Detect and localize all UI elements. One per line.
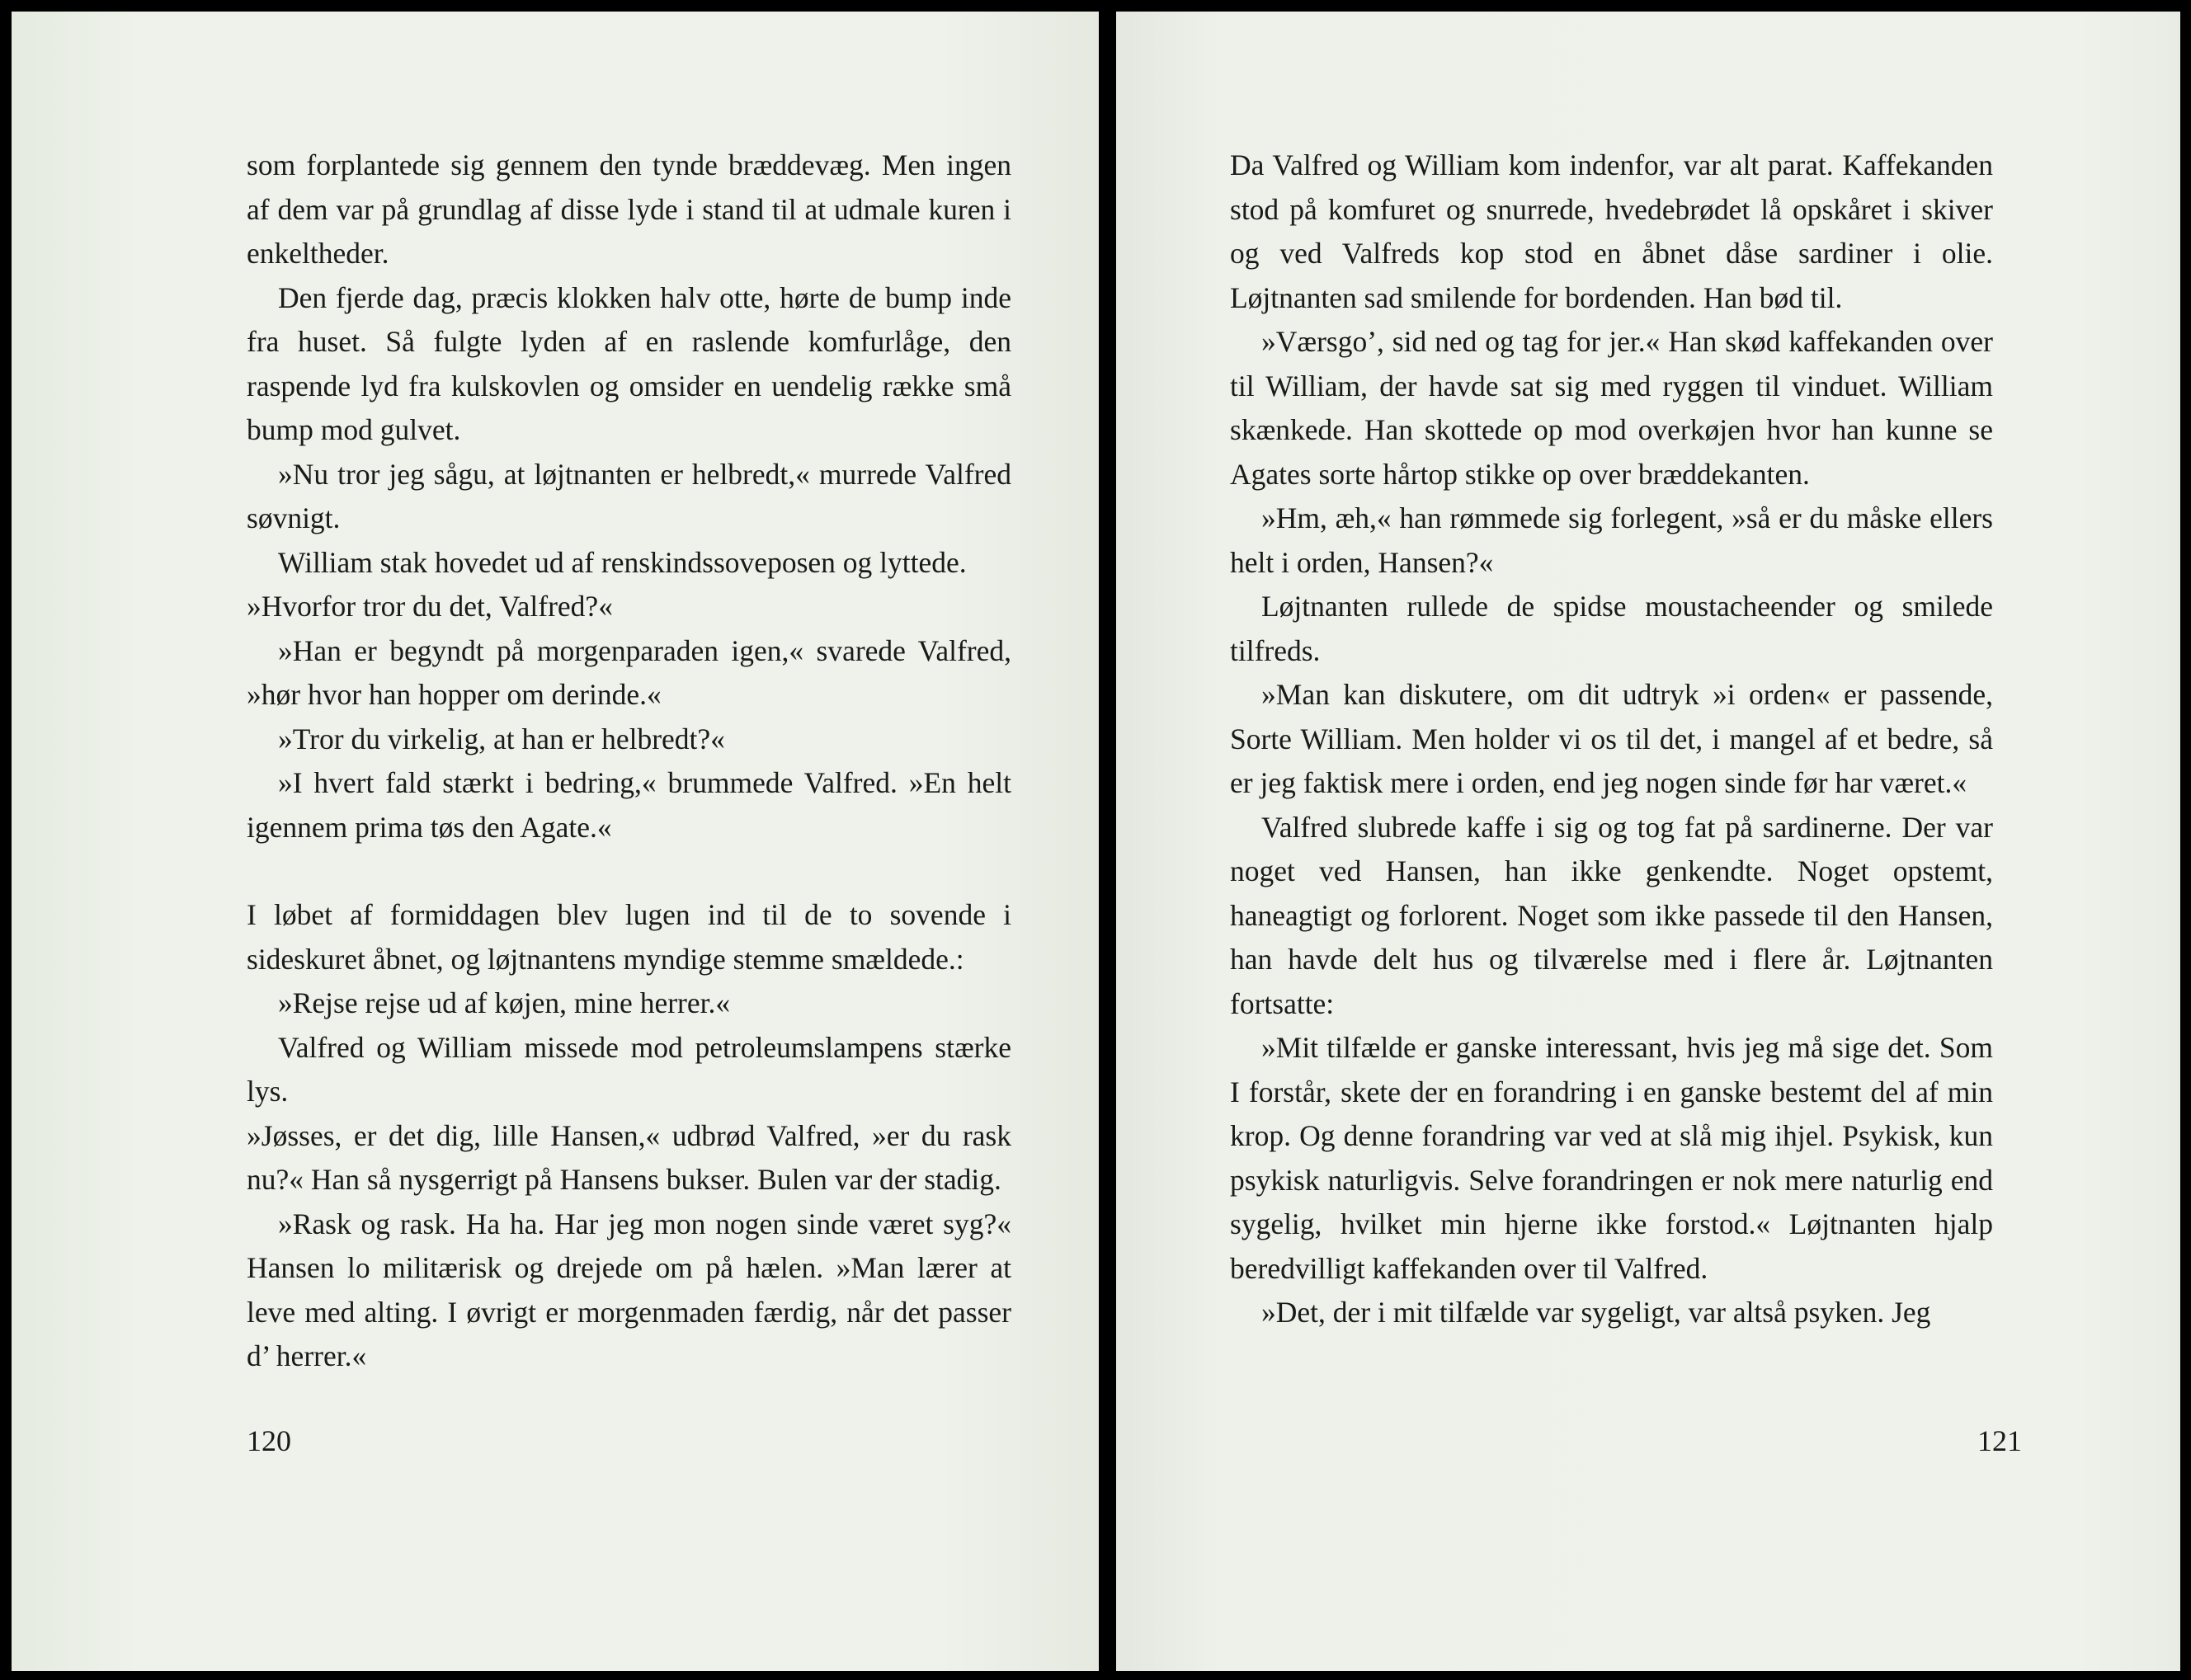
right-book-page xyxy=(1116,12,2180,1671)
paragraph: »I hvert fald stærkt i bedring,« brummede Valfred. »En helt igennem prima tøs den Agate.« xyxy=(247,766,1011,844)
right-page-text xyxy=(1230,144,1993,1335)
paragraph: »Det, der i mit tilfælde var sygeligt, var altså psyken. Jeg xyxy=(1261,1296,1931,1329)
paragraph: Valfred og William missede mod petroleumslampens stærke lys. xyxy=(247,1030,1011,1108)
paragraph: »Tror du virkelig, at han er helbredt?« xyxy=(278,722,725,755)
paragraph: »Jøsses, er det dig, lille Hansen,« udbrød Valfred, »er du rask nu?« Han så nysgerrigt på Hansens bukser. Bulen var der stadig. xyxy=(247,1118,1011,1196)
paragraph: William stak hovedet ud af renskindssoveposen og lyttede. xyxy=(278,545,967,579)
paragraph: »Nu tror jeg sågu, at løjtnanten er helbredt,« murrede Valfred søvnigt. xyxy=(247,457,1011,534)
paragraph: »Man kan diskutere, om dit udtryk »i orden« er passende, Sorte William. Men holder vi os til det, i mangel af et bedre, så er jeg faktisk mere i orden, end jeg nogen sinde før har været.« xyxy=(1230,678,1993,799)
paragraph: »Rask og rask. Ha ha. Har jeg mon nogen sinde været syg?« Hansen lo militærisk og drejede om på hælen. »Man lærer at leve med alting. I øvrigt er morgenmaden færdig, når det passer d’ herrer.« xyxy=(247,1207,1011,1372)
paragraph: »Hvorfor tror du det, Valfred?« xyxy=(247,590,613,623)
paragraph: Valfred slubrede kaffe i sig og tog fat på sardinerne. Der var noget ved Hansen, han ikke genkendte. Noget opstemt, haneagtigt og forlorent. Noget som ikke passede til den Hansen, han havde delt hus og tilværelse med i flere år. Løjtnanten fortsatte: xyxy=(1230,810,1993,1020)
left-book-page xyxy=(12,12,1099,1671)
paragraph: Løjtnanten rullede de spidse moustacheender og smilede tilfreds. xyxy=(1230,590,1993,667)
paragraph: Da Valfred og William kom indenfor, var alt parat. Kaffekanden stod på komfuret og snurrede, hvedebrødet lå opskåret i skiver og ved Valfreds kop stod en åbnet dåse sardiner i olie. Løjtnanten sad smilende for bordenden. Han bød til. xyxy=(1230,148,1993,314)
paragraph: I løbet af formiddagen blev lugen ind til de to sovende i sideskuret åbnet, og løjtnantens myndige stemme smældede.: xyxy=(247,898,1011,976)
paragraph: som forplantede sig gennem den tynde bræddevæg. Men ingen af dem var på grundlag af disse lyde i stand til at udmale kuren i enkeltheder. xyxy=(247,148,1011,270)
paragraph: »Hm, æh,« han rømmede sig forlegent, »så er du måske ellers helt i orden, Hansen?« xyxy=(1230,501,1993,579)
paragraph: »Han er begyndt på morgenparaden igen,« svarede Valfred, »hør hvor han hopper om derinde.« xyxy=(247,633,1011,711)
paragraph: »Værsgo’, sid ned og tag for jer.« Han skød kaffekanden over til William, der havde sat sig med ryggen til vinduet. William skænkede. Han skottede op mod overkøjen hvor han kunne se Agates sorte hårtop stikke op over bræddekanten. xyxy=(1230,325,1993,491)
right-page-number: 121 xyxy=(1977,1424,2022,1457)
left-page-number: 120 xyxy=(247,1424,291,1457)
paragraph: »Mit tilfælde er ganske interessant, hvis jeg må sige det. Som I forstår, skete der en forandring i en ganske bestemt del af min krop. Og denne forandring var ved at slå mig ihjel. Psykisk, kun psykisk naturligvis. Selve forandringen er nok mere naturlig end sygelig, hvilket min hjerne ikke forstod.« Løjtnanten hjalp beredvilligt kaffekanden over til Valfred. xyxy=(1230,1031,1993,1285)
paragraph: Den fjerde dag, præcis klokken halv otte, hørte de bump inde fra huset. Så fulgte lyden af en raslende komfurlåge, den raspende lyd fra kulskovlen og omsider en uendelig række små bump mod gulvet. xyxy=(247,280,1011,446)
left-page-text xyxy=(247,144,1011,1379)
paragraph: »Rejse rejse ud af køjen, mine herrer.« xyxy=(278,986,731,1019)
